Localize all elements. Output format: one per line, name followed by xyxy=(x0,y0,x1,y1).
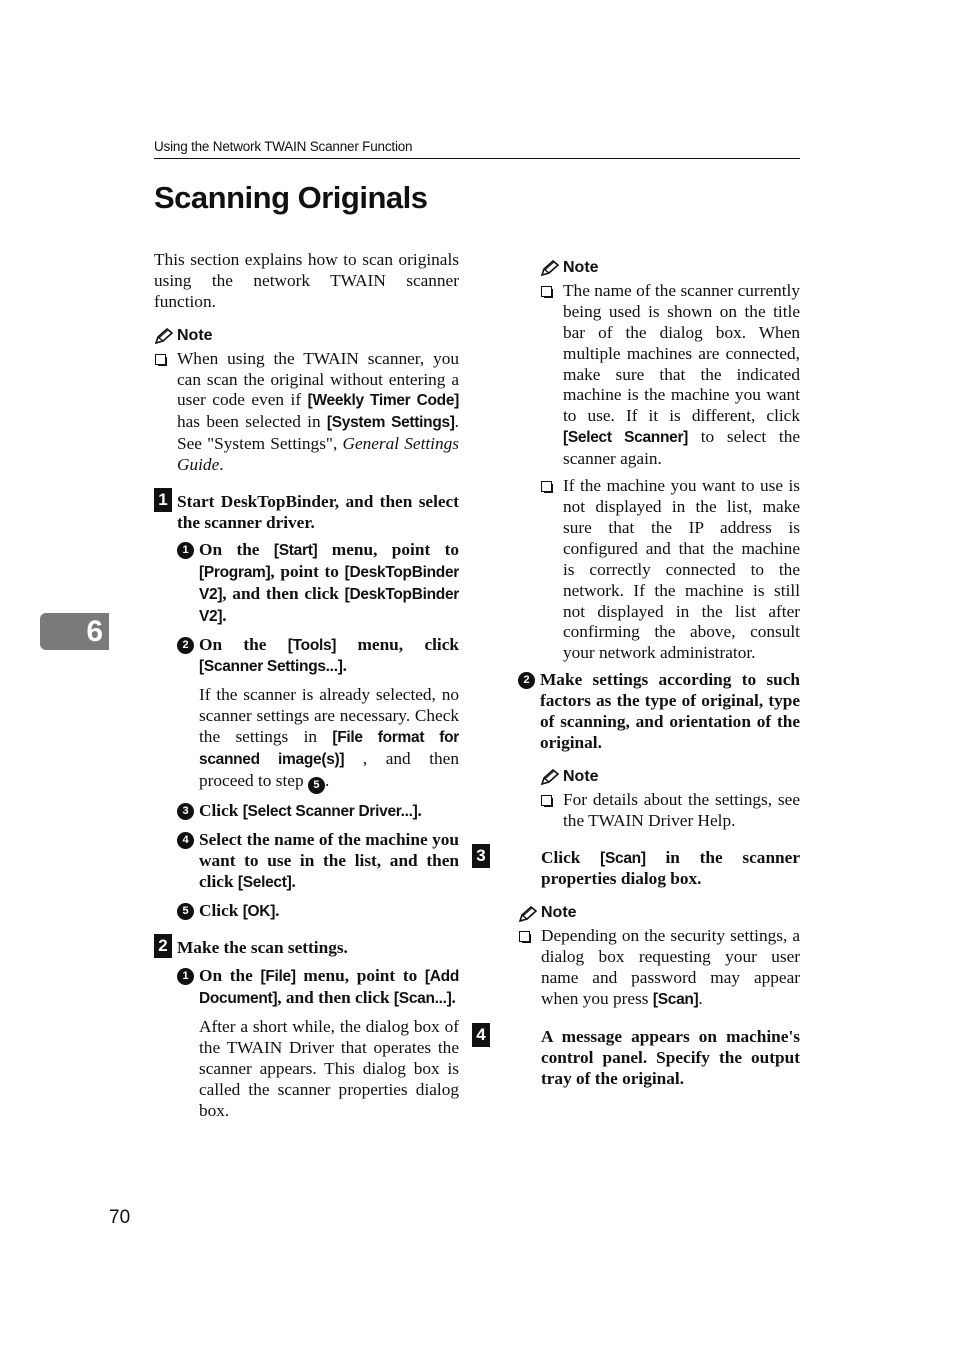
checkbox-icon xyxy=(519,931,530,942)
pencil-icon xyxy=(540,260,560,276)
checkbox-icon xyxy=(541,795,552,806)
note-label: Note xyxy=(541,904,577,922)
right-column xyxy=(476,258,801,1090)
checkbox-icon xyxy=(155,354,166,365)
running-head: Using the Network TWAIN Scanner Function xyxy=(154,139,413,154)
note-label: Note xyxy=(563,259,599,276)
substep: 2 On the [Tools] menu, click [Scanner Settings...]. xyxy=(177,635,459,679)
circled-number: 1 xyxy=(177,968,194,985)
checkbox-icon xyxy=(541,481,552,492)
note-heading xyxy=(540,767,800,788)
page-title: Scanning Originals xyxy=(154,180,428,215)
step-4: 4 A message appears on machine's control panel. Specify the output tray of the original. xyxy=(495,1027,800,1090)
substep: 1 On the [File] menu, point to [Add Document], and then click [Scan...]. xyxy=(177,966,459,1010)
substep: 3 Click [Select Scanner Driver...]. xyxy=(177,801,459,823)
step-number: 3 xyxy=(472,844,490,868)
pencil-icon xyxy=(518,906,538,922)
substep: 1 On the [Start] menu, point to [Program], point to [DeskTopBinder V2], and then click [DeskTopBinder V2]. xyxy=(177,540,459,628)
step-2: 2 Make the scan settings. xyxy=(154,938,459,959)
note-label: Note xyxy=(177,326,213,344)
substep-body: After a short while, the dialog box of the TWAIN Driver that operates the scanner appears. This dialog box is called the scanner properties dialog box. xyxy=(199,1017,459,1120)
circled-number: 2 xyxy=(518,672,535,689)
substep: 2 Make settings according to such factors as the type of original, type of scanning, and orientation of the original. xyxy=(518,670,800,754)
note-item: For details about the settings, see the TWAIN Driver Help. xyxy=(540,790,800,832)
note-heading xyxy=(154,326,459,347)
chapter-tab: 6 xyxy=(40,613,109,650)
step-number: 2 xyxy=(154,934,172,958)
substep-body: If the scanner is already selected, no scanner settings are necessary. Check the settings in [File format for scanned image(s)] , and then proceed to step 5 . xyxy=(154,685,459,794)
circled-number: 1 xyxy=(177,542,194,559)
intro-paragraph: This section explains how to scan originals using the network TWAIN scanner function. xyxy=(154,250,459,311)
page-number: 70 xyxy=(109,1207,131,1228)
pencil-icon xyxy=(154,328,174,344)
checkbox-icon xyxy=(541,286,552,297)
note-heading xyxy=(518,903,800,924)
left-column xyxy=(154,250,459,1122)
note-item: If the machine you want to use is not displayed in the list, make sure that the IP address is configured and that the machine is correctly connected to the network. If the machine is still not displayed in the list after confirming the above, consult your network administrator. xyxy=(540,476,800,664)
circled-number: 2 xyxy=(177,637,194,654)
step-3: 3 Click [Scan] in the scanner properties dialog box. xyxy=(495,848,800,891)
circled-number: 5 xyxy=(308,777,325,794)
circled-number: 3 xyxy=(177,803,194,820)
step-number: 1 xyxy=(154,488,172,512)
step-1: 1 Start DeskTopBinder, and then select the scanner driver. xyxy=(154,492,459,534)
substep: 4 Select the name of the machine you want to use in the list, and then click [Select]. xyxy=(177,830,459,894)
note-label: Note xyxy=(563,767,599,785)
circled-number: 5 xyxy=(177,903,194,920)
note-item: The name of the scanner currently being used is shown on the title bar of the dialog box. When multiple machines are connected, make sure that the indicated machine is the machine you want to use. If it is different, click [Select Scanner] to select the scanner again. xyxy=(540,281,800,470)
substep: 5 Click [OK]. xyxy=(177,901,459,923)
note-item: When using the TWAIN scanner, you can scan the original without entering a user code even if [Weekly Timer Code] has been selected in [System Settings]. See "System Settings", General Settings Guide. xyxy=(154,349,459,476)
note-item: Depending on the security settings, a dialog box requesting your user name and password may appear when you press [Scan]. xyxy=(518,926,800,1011)
header-rule xyxy=(154,158,800,159)
circled-number: 4 xyxy=(177,832,194,849)
step-number: 4 xyxy=(472,1023,490,1047)
note-heading xyxy=(540,258,800,279)
pencil-icon xyxy=(540,769,560,785)
